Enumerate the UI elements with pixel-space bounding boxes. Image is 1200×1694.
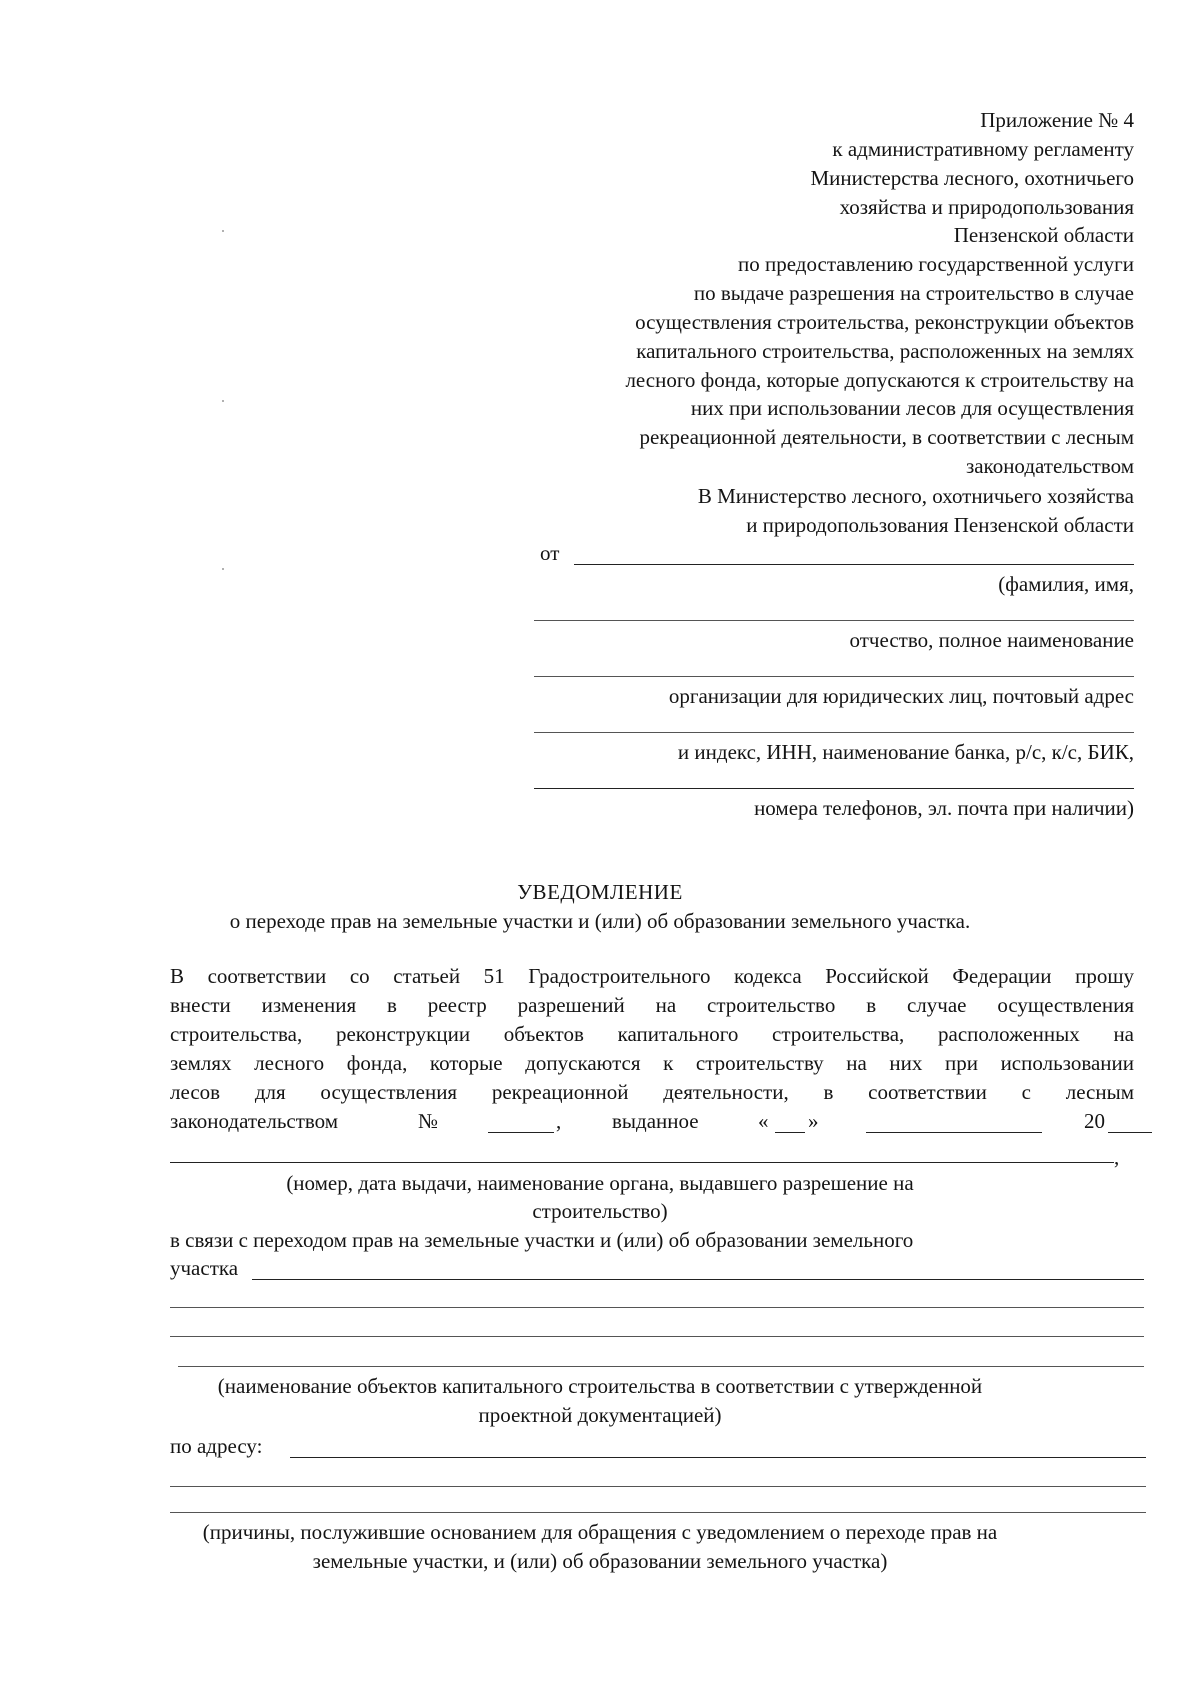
month-field[interactable] (866, 1132, 1042, 1133)
annex-line: них при использовании лесов для осуществления (690, 396, 1134, 420)
permit-details-field[interactable] (170, 1162, 1114, 1163)
paragraph-word: законодательством (170, 1109, 339, 1133)
applicant-hint: номера телефонов, эл. почта при наличии) (754, 796, 1134, 820)
annex-line: хозяйства и природопользования (839, 195, 1134, 219)
comma: , (556, 1109, 562, 1133)
annex-line: к административному регламенту (832, 137, 1134, 161)
addressee-line: В Министерство лесного, охотничьего хозяйства (697, 484, 1134, 508)
year-field[interactable] (1108, 1132, 1152, 1133)
reason-field[interactable] (170, 1512, 1146, 1513)
address-field[interactable] (290, 1457, 1146, 1458)
plot-field[interactable] (252, 1279, 1144, 1280)
applicant-hint: и индекс, ИНН, наименование банка, р/с, к/с, БИК, (677, 740, 1134, 764)
plot-field-extra[interactable] (170, 1336, 1144, 1337)
plot-label: участка (170, 1256, 239, 1280)
annex-line: законодательством (965, 454, 1134, 478)
paragraph-line: лесов для осуществления рекреационной деятельности, в соответствии с лесным (170, 1080, 1134, 1104)
annex-line: Пензенской области (953, 223, 1134, 247)
year-prefix: 20 (1084, 1109, 1105, 1133)
scan-speck (222, 400, 224, 402)
quote-close: » (808, 1109, 819, 1133)
applicant-hint: отчество, полное наименование (849, 628, 1134, 652)
from-label: от (540, 541, 560, 565)
paragraph-line: внести изменения в реестр разрешений на строительство в случае осуществления (170, 993, 1134, 1017)
plot-field-extra[interactable] (170, 1307, 1144, 1308)
reason-hint: земельные участки, и (или) об образовании земельного участка) (312, 1549, 888, 1573)
transfer-text: в связи с переходом прав на земельные участки и (или) об образовании земельного (170, 1228, 914, 1252)
annex-line: по предоставлению государственной услуги (738, 252, 1134, 276)
issued-label: выданное (612, 1109, 699, 1133)
object-hint: (наименование объектов капитального строительства в соответствии с утвержденной (217, 1374, 983, 1398)
applicant-field-line[interactable] (534, 620, 1134, 621)
applicant-field-line[interactable] (534, 788, 1134, 789)
applicant-hint: организации для юридических лиц, почтовый адрес (668, 684, 1134, 708)
reason-hint: (причины, послужившие основанием для обращения с уведомлением о переходе прав на (202, 1520, 998, 1544)
paragraph-line: землях лесного фонда, которые допускаются к строительству на них при использовании (170, 1051, 1134, 1075)
day-field[interactable] (775, 1132, 805, 1133)
object-hint: проектной документацией) (478, 1403, 722, 1427)
annex-line: Приложение № 4 (980, 108, 1134, 132)
comma: , (1114, 1145, 1120, 1169)
annex-line: Министерства лесного, охотничьего (810, 166, 1134, 190)
permit-hint: строительство) (532, 1199, 668, 1223)
annex-line: капитального строительства, расположенных на землях (636, 339, 1134, 363)
address-label: по адресу: (170, 1434, 263, 1458)
annex-line: лесного фонда, которые допускаются к строительству на (625, 368, 1134, 392)
applicant-field-line[interactable] (534, 732, 1134, 733)
permit-number-field[interactable] (488, 1132, 554, 1133)
number-sign: № (418, 1109, 439, 1133)
annex-line: рекреационной деятельности, в соответствии с лесным (639, 425, 1134, 449)
permit-hint: (номер, дата выдачи, наименование органа, выдавшего разрешение на (286, 1171, 914, 1195)
address-field-extra[interactable] (170, 1486, 1146, 1487)
paragraph-line: строительства, реконструкции объектов капитального строительства, расположенных на (170, 1022, 1134, 1046)
addressee-line: и природопользования Пензенской области (746, 513, 1134, 537)
quote-open: « (758, 1109, 769, 1133)
annex-line: осуществления строительства, реконструкции объектов (635, 310, 1134, 334)
scan-speck (222, 230, 224, 232)
applicant-hint: (фамилия, имя, (998, 572, 1134, 596)
notice-title: УВЕДОМЛЕНИЕ (517, 880, 683, 904)
scan-speck (222, 568, 224, 570)
notice-subtitle: о переходе прав на земельные участки и (или) об образовании земельного участка. (229, 909, 971, 933)
paragraph-line: В соответствии со статьей 51 Градостроительного кодекса Российской Федерации прошу (170, 964, 1134, 988)
plot-field-extra[interactable] (178, 1366, 1144, 1367)
applicant-field-line[interactable] (574, 564, 1134, 565)
applicant-field-line[interactable] (534, 676, 1134, 677)
annex-line: по выдаче разрешения на строительство в случае (693, 281, 1134, 305)
